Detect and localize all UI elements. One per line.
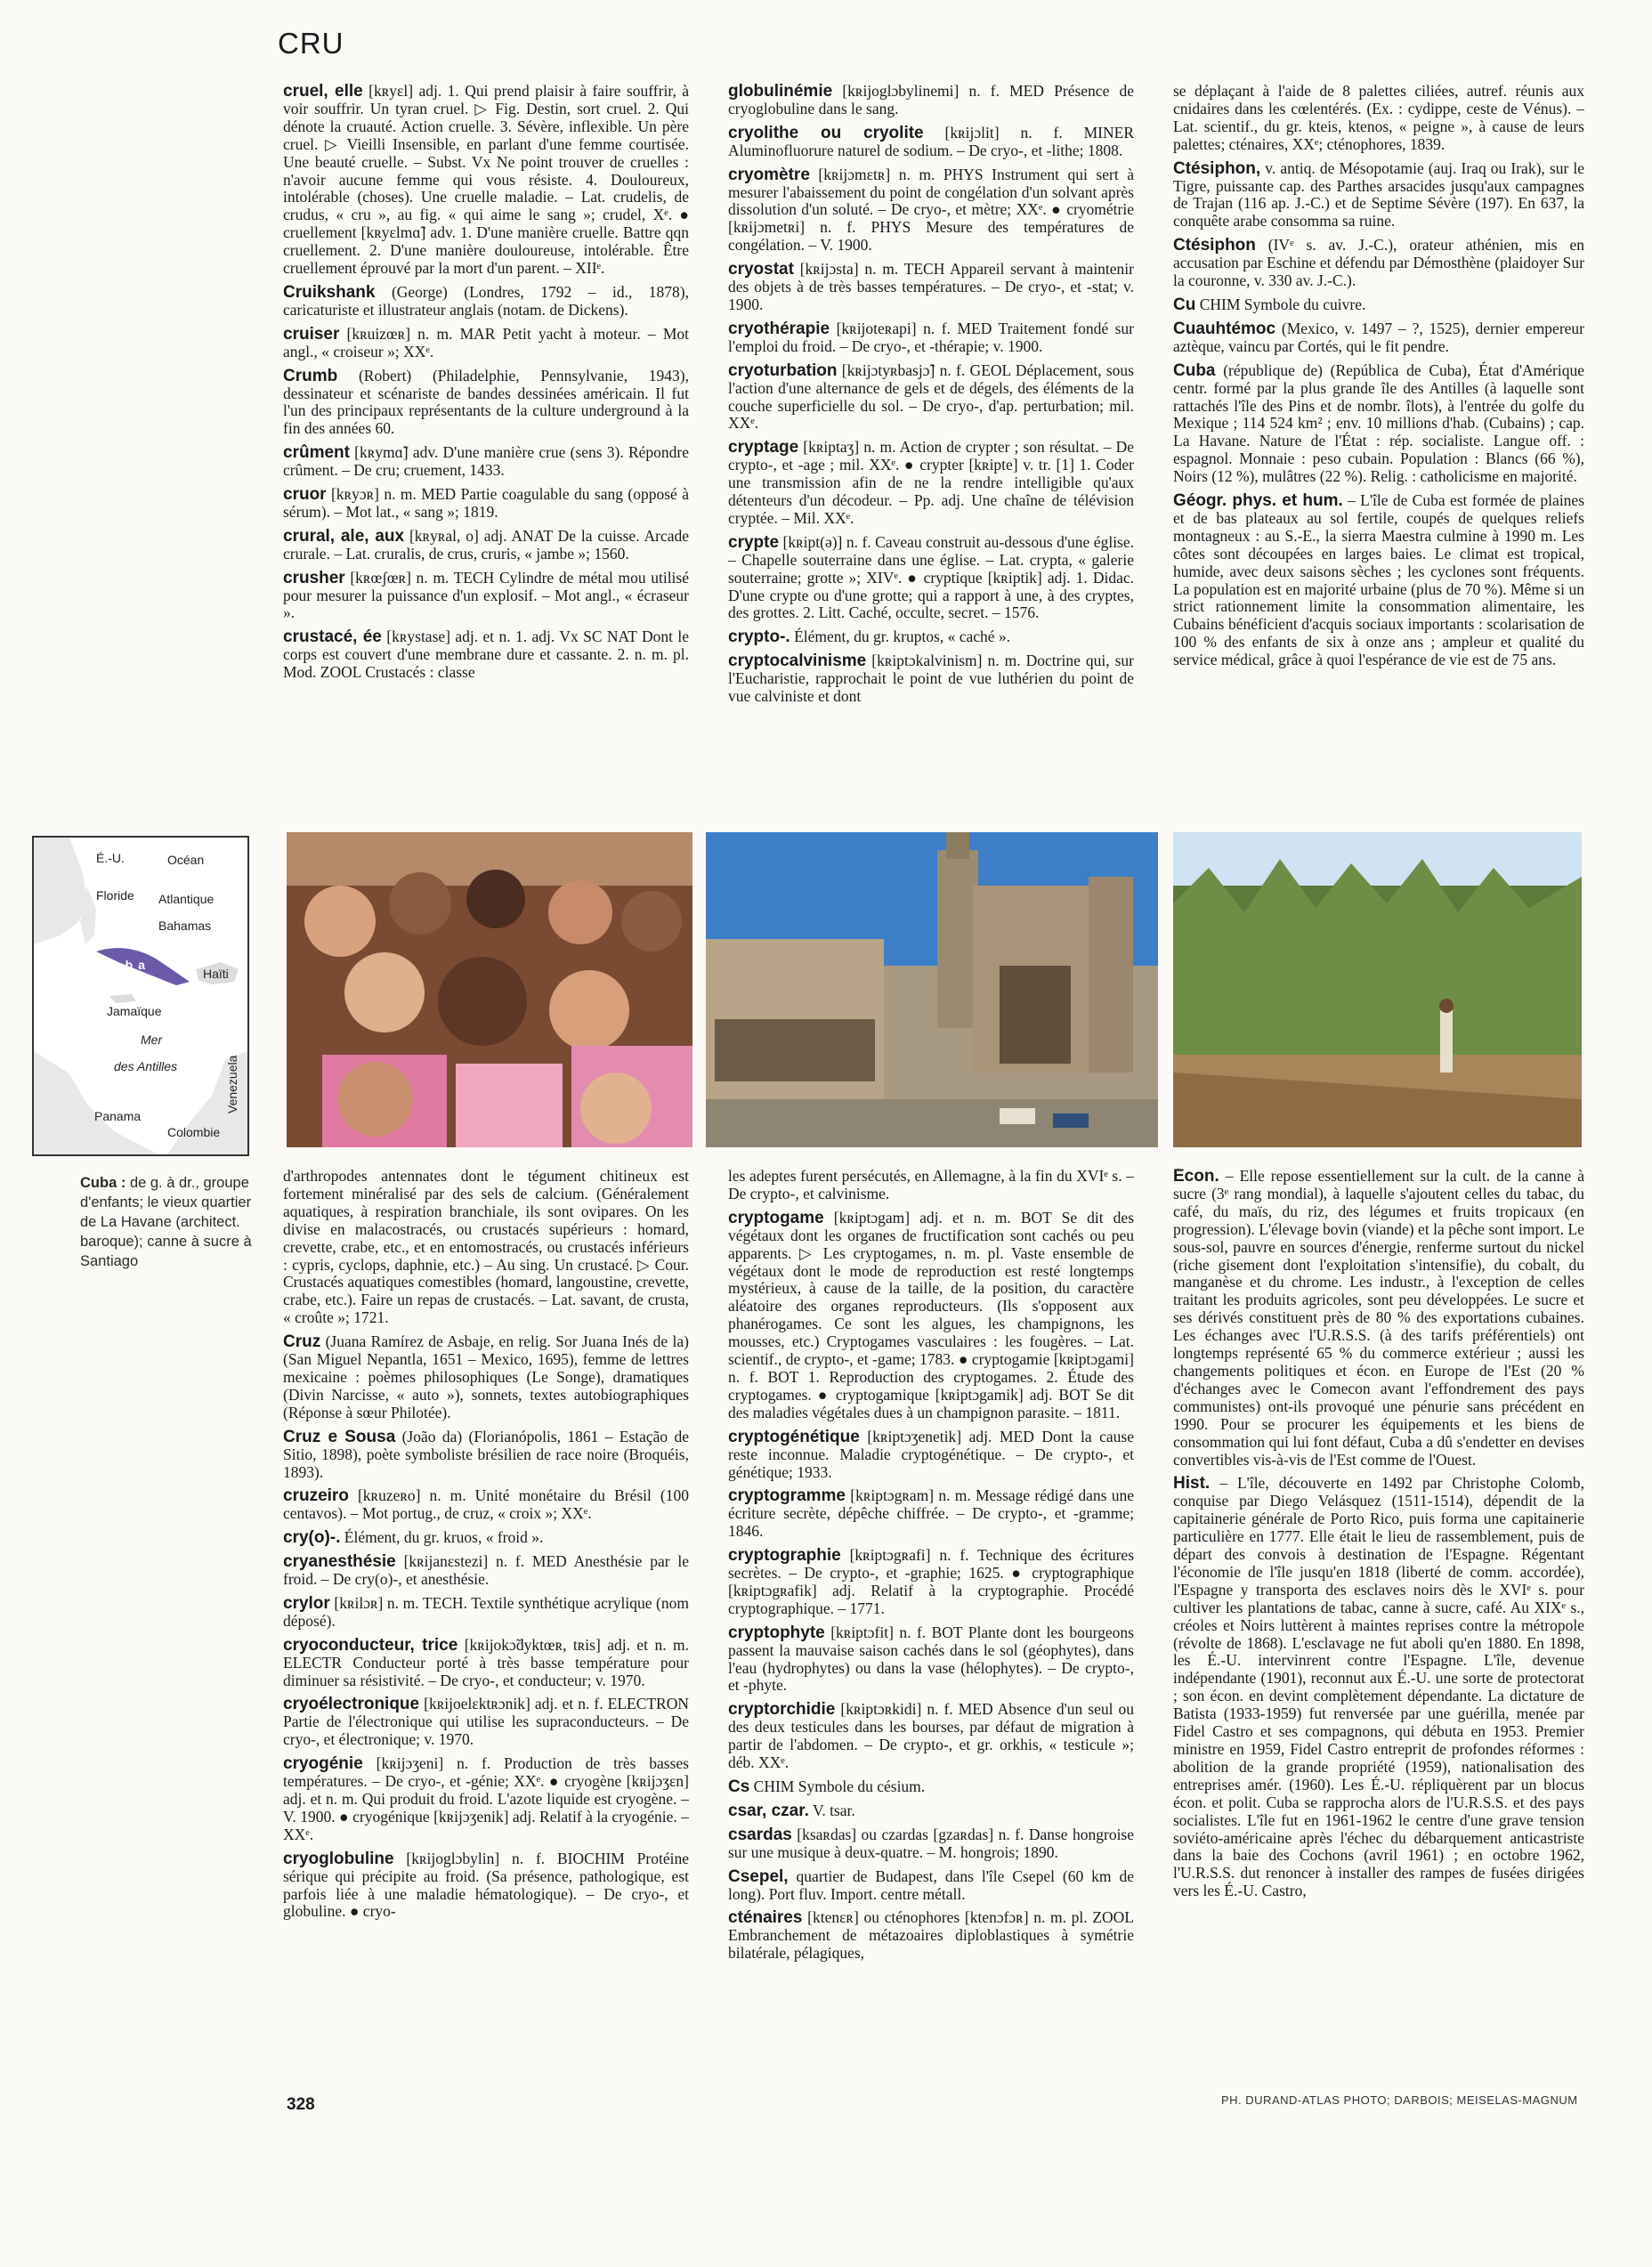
entry-text: (Mexico, v. 1497 – ?, 1525), dernier empereur aztèque, vaincu par Cortés, qui le fit pendre. [1173, 319, 1584, 355]
dictionary-entry [728, 1826, 1134, 1862]
dictionary-entry [283, 1850, 689, 1922]
dictionary-entry [283, 1333, 689, 1422]
dictionary-entry [728, 83, 1134, 118]
entry-headword: Écon. [1173, 1168, 1219, 1186]
caption-label: Cuba : [80, 1175, 126, 1191]
dictionary-entry [283, 1595, 689, 1631]
entry-text: v. antiq. de Mésopotamie (auj. Iraq ou Irak), sur le Tigre, puissante cap. des Parthes arsacides jusqu'aux campagnes de Trajan (116 ap. J.-C.) et de Septime Sévère (197). En 637, la conquête arabe consomma sa ruine. [1173, 158, 1584, 231]
entry-headword: cryptophyte [728, 1623, 825, 1642]
entry-text: [kʀijɔtyʀbasjɔ̃] n. f. GEOL Déplacement, sous l'action d'une alternance de gels et de dégels, des éléments de la couche superficielle du sol. – De cryo-, d'ap. perturbation; mil. XXᵉ. [728, 360, 1134, 433]
entry-headword: cruel, elle [283, 83, 363, 101]
dictionary-entry [728, 1778, 1134, 1796]
photo-caption [80, 1173, 258, 1271]
entry-text: [kʀiptɔfit] n. f. BOT Plante dont les bourgeons passent la mauvaise saison cachés dans le sol (géophytes), dans l'eau (hydrophytes) ou dans la vase (hélophytes). – De crypto-, et -phyte. [728, 1623, 1134, 1695]
entry-text: [kʀijɔsta] n. m. TECH Appareil servant à maintenir des objets à de très basses températures. – De cryo-, et -stat; v. 1900. [728, 260, 1134, 313]
dictionary-entry [283, 326, 689, 361]
entry-headword: cryomètre [728, 165, 810, 184]
entry-text: [kʀymɑ̃] adv. D'une manière crue (sens 3). Répondre crûment. – De cru; cruement, 1433. [283, 443, 689, 480]
entry-text: – L'île de Cuba est formée de plaines et de bas plateaux au sol fertile, coupés de quelques reliefs montagneux : au S.-E., la sierra Maestra culmine à 1990 m. Les côtes sont découpées en larges baies. Le climat est tropical, humide, avec deux saisons sèches ; les cyclones sont fréquents. La population est en majorité urbaine (plus de 70 %). Même si un strict rationnement limite la consommation alimentaire, les Cubains bénéficient d'acquis sociaux importants : scolarisation de 100 % des enfants de six à onze ans ; ampleur et qualité du service médical, grâce à quoi l'espérance de vie est de 75 ans. [1173, 491, 1584, 669]
entry-headword: cryptocalvinisme [728, 652, 867, 671]
entry-text: [kʀuzeʀo] n. m. Unité monétaire du Brésil (100 centavos). – Mot portug., de cruz, « croix »; XXᵉ. [283, 1486, 689, 1523]
map-label-antilles: des Antilles [114, 1059, 178, 1073]
entry-text: [ksaʀdas] ou czardas [gzaʀdas] n. f. Danse hongroise sur une musique à deux-quatre. – M. hongrois; 1890. [728, 1825, 1134, 1861]
dictionary-entry [728, 1802, 1134, 1820]
entry-headword: Crumb [283, 366, 338, 385]
dictionary-entry [728, 1547, 1134, 1618]
map-label-jamaique: Jamaïque [107, 1004, 162, 1018]
entry-text: [kʀijoelɛktʀɔnik] adj. et n. f. ELECTRON Partie de l'électronique qui utilise les supraconducteurs. – De cryo-, et électronique; v. 1970. [283, 1695, 689, 1749]
entry-text: [ktenɛʀ] ou cténophores [ktenɔfɔʀ] n. m. pl. ZOOL Embranchement de métazoaires diploblastiques à symétrie bilatérale, pélagiques, [728, 1908, 1134, 1963]
entry-headword: cryolithe ou cryolite [728, 123, 924, 142]
entry-text: [kʀiptɔʒenetik] adj. MED Dont la cause reste inconnue. Maladie cryptogénétique. – De crypto-, et génétique; 1933. [728, 1427, 1134, 1481]
entry-text: (George) (Londres, 1792 – id., 1878), caricaturiste et illustrateur anglais (notam. de Dickens). [283, 282, 689, 319]
map-label-panama: Panama [94, 1109, 142, 1123]
dictionary-entry [728, 1429, 1134, 1482]
map-label-cuba: Cuba [98, 958, 150, 972]
entry-headword: Cs [728, 1777, 750, 1796]
entry-headword: cryostat [728, 260, 794, 279]
entry-headword: Csepel, [728, 1866, 789, 1886]
entry-headword: crylor [283, 1593, 330, 1613]
entry-text: – L'île, découverte en 1492 par Christophe Colomb, conquise par Diego Velásquez (1511-1514), dépendit de la capitainerie générale de Porto Rico, puis forma une capitainerie particulière en 1777. Elle était le lieu de rassemblement, puis de départ des convois à destination de l'Espagne. Régentant l'économie de l'île jusqu'en 1818 (liberté de comm. accordée), l'Espagne y transporta des esclaves noirs dès le XVIᵉ s. pour cultiver les plantations de tabac, canne à sucre, café. Au XIXᵉ s., créoles et Noirs luttèrent à maintes reprises contre la métropole (révolte de 1868). L'esclavage ne fut aboli qu'en 1880. En 1898, les É.-U. intervinrent contre l'Espagne. L'île, devenue indépendante (1901), reconnut aux É.-U. une sorte de protectorat ; son écon. en devint complètement dépendante. La dictature de Batista (1933-1959) fut renversée par une guérilla, menée par Fidel Castro et ses compagnons, qui débuta en 1953. Premier ministre en 1959, Fidel Castro entreprit de profondes réformes : abolition de la grande propriété (1959), nationalisation des entreprises amér. (1960). Les É.-U. répliquèrent par un blocus écon. et polit. Cuba se rapprocha alors de l'U.R.S.S. et des pays socialistes. L'île fut en 1961-1962 le centre d'une grave tension soviéto-américaine après l'échec du débarquement anticastriste dans la baie des Cochons (avril 1961) ; en octobre 1962, l'U.R.S.S. dut renoncer à installer des rampes de fusées dirigées vers les É.-U. Castro, [1173, 1474, 1584, 1900]
map-label-mer: Mer [141, 1032, 163, 1047]
column-1-top [283, 83, 689, 829]
entry-text: [kʀilɔʀ] n. m. TECH. Textile synthétique acrylique (nom déposé). [283, 1593, 689, 1630]
entry-text: [kʀiptɔkalvinism] n. m. Doctrine qui, sur l'Eucharistie, rapprochait le point de vue luthérien du point de vue calviniste et dont [728, 652, 1134, 706]
dictionary-entry [1173, 160, 1584, 231]
entry-text: [kʀijɔlit] n. f. MINER Aluminofluorure naturel de sodium. – De cryo-, et -lithe; 1808. [728, 123, 1134, 159]
entry-headword: crypte [728, 532, 780, 552]
map-label-colombie: Colombie [167, 1125, 221, 1139]
column-1-bottom [283, 1168, 689, 2058]
dictionary-entry [728, 1487, 1134, 1541]
dictionary-entry [1173, 83, 1584, 154]
entry-text: (João da) (Florianópolis, 1861 – Estação de Sitio, 1898), poète symboliste brésilien de race noire (Broquéis, 1893). [283, 1427, 689, 1481]
entry-headword: Cruz e Sousa [283, 1427, 396, 1446]
entry-text: – Elle repose essentiellement sur la cult. de la canne à sucre (3ᵉ rang mondial), à laquelle s'ajoutent celles du tabac, du café, du maïs, du riz, des légumes et fruits tropicaux (en progression). L'élevage bovin (viande) et la pêche sont import. Le sous-sol, pauvre en sources d'énergie, renferme surtout du nickel (riche gisement dont l'exploitation s'intensifie), du cobalt, du manganèse et du chrome. Les industr., à l'exception de celles traitant les produits agricoles, sont peu développées. Le sucre et ses dérivés constituent près de 80 % des exportations cubaines. Les échanges avec l'U.R.S.S. (à des tarifs préférentiels) ont longtemps représenté 65 % du commerce extérieur ; aussi les changements politiques et écon. en Europe de l'Est (20 % d'échanges avec le Comecon avant l'effondrement des pays communistes) ont-ils provoqué une pénurie sans précédent en 1990. Pour se procurer les équipements et les biens de consommation qui lui font défaut, Cuba a dû s'endetter en devises convertibles vis-à-vis de l'Est comme de l'Ouest. [1173, 1168, 1584, 1469]
dictionary-entry [283, 368, 689, 439]
entry-headword: cry(o)-. [283, 1528, 341, 1548]
entry-text: [kʀijanɛstezi] n. f. MED Anesthésie par le froid. – De cry(o)-, et anesthésie. [283, 1552, 689, 1589]
dictionary-entry [283, 1553, 689, 1589]
entry-headword: Ctésiphon [1173, 236, 1256, 255]
column-2-bottom [728, 1168, 1134, 2058]
dictionary-entry [728, 1701, 1134, 1772]
entry-text: [kʀyʀal, o] adj. ANAT De la cuisse. Arcade crurale. – Lat. cruralis, de crus, cruris, « jambe »; 1560. [283, 526, 689, 563]
column-3-bottom [1173, 1168, 1584, 2058]
entry-text: (Juana Ramírez de Asbaje, en relig. Sor Juana Inés de la) (San Miguel Nepantla, 1651 – Mexico, 1695), femme de lettres mexicaine : poèmes philosophiques (Le Songe), dramatiques (Divin Narcisse, « auto »), sonnets, textes autobiographiques (Réponse à sœur Philotée). [283, 1332, 689, 1421]
map-label-bahamas: Bahamas [158, 919, 212, 933]
entry-headword: cryoélectronique [283, 1695, 420, 1714]
dictionary-entry [728, 628, 1134, 646]
entry-text: les adeptes furent persécutés, en Allemagne, à la fin du XVIᵉ s. – De crypto-, et calvinisme. [728, 1168, 1134, 1202]
entry-headword: csardas [728, 1825, 792, 1844]
caption-text: de g. à dr., groupe d'enfants; le vieux quartier de La Havane (architect. baroque); canne à sucre à Santiago [80, 1175, 252, 1269]
entry-text: Élément, du gr. kruos, « froid ». [344, 1528, 544, 1547]
dictionary-entry [283, 1487, 689, 1523]
dictionary-entry [1173, 237, 1584, 290]
entry-text: [kʀijoteʀapi] n. f. MED Traitement fondé sur l'emploi du froid. – De cryo-, et -thérapie; v. 1900. [728, 319, 1134, 355]
entry-headword: csar, czar. [728, 1801, 809, 1820]
entry-headword: globulinémie [728, 83, 833, 101]
entry-text: [kʀœʃœʀ] n. m. TECH Cylindre de métal mou utilisé pour mesurer la puissance d'un explosif. – Mot angl., « écraseur ». [283, 568, 689, 622]
entry-headword: cryanesthésie [283, 1552, 396, 1572]
dictionary-entry [283, 1168, 689, 1327]
page-number: 328 [287, 2095, 315, 2114]
entry-headword: crusher [283, 568, 345, 587]
entry-headword: cryoconducteur, trice [283, 1635, 458, 1655]
entry-headword: Cruikshank [283, 282, 376, 302]
entry-headword: Cu [1173, 295, 1196, 314]
entry-headword: cryptorchidie [728, 1700, 836, 1720]
dictionary-entry [283, 528, 689, 563]
dictionary-entry [728, 439, 1134, 528]
dictionary-entry [283, 83, 689, 278]
dictionary-entry [728, 1210, 1134, 1422]
dictionary-entry [1173, 296, 1584, 314]
entry-text: [kʀyɔʀ] n. m. MED Partie coagulable du sang (opposé à sérum). – Mot lat., « sang »; 1819. [283, 485, 689, 521]
entry-headword: cryptogénétique [728, 1427, 860, 1446]
entry-headword: cryoturbation [728, 360, 838, 380]
map-label-eu: É.-U. [96, 851, 125, 865]
entry-text: (IVᵉ s. av. J.-C.), orateur athénien, mis en accusation par Eschine et défendu par Démosthène (plaidoyer Sur la couronne, v. 330 av. J.-C.). [1173, 236, 1584, 290]
dictionary-entry [728, 1624, 1134, 1696]
entry-text: [kʀijoglɔbylinemi] n. f. MED Présence de cryoglobuline dans le sang. [728, 83, 1134, 117]
entry-text: [kʀijɔmɛtʀ] n. m. PHYS Instrument qui sert à mesurer l'abaissement du point de congélation d'un solvant après dissolution d'un soluté. – De cryo-, et mètre; XXᵉ. ● cryométrie [kʀijɔmetʀi] n. f. PHYS Mesure des températures de congélation. – V. 1900. [728, 165, 1134, 255]
photo-credit: PH. DURAND-ATLAS PHOTO; DARBOIS; MEISELAS-MAGNUM [1221, 2093, 1578, 2107]
column-3-top [1173, 83, 1584, 829]
map-label-haiti: Haïti [203, 967, 229, 981]
dictionary-entry [728, 1168, 1134, 1203]
entry-text: [kʀyɛl] adj. 1. Qui prend plaisir à faire souffrir, à voir souffrir. Un tyran cruel. ▷ Fig. Destin, sort cruel. 2. Qui dénote la cruauté. Action cruelle. 3. Sévère, inflexible. Un père cruel. ▷ Vieilli Insensible, en parlant d'une femme courtisée. Une beauté cruelle. – Subst. Vx Ne point trouver de cruelles : n'avoir aucune femme qui vous résiste. 4. Douloureux, intolérable (choses). Une cruelle maladie. – Lat. crudelis, de crudus, « cru », au fig. « qui aime le sang »; crudel, Xᵉ. ● cruellement [kʀyɛlmɑ̃] adv. 1. D'une manière cruelle. Battre qqn cruellement. 2. D'une manière douloureuse, intolérable. Être cruellement éprouvé par la mort d'un parent. – XIIᵉ. [283, 83, 689, 278]
entry-headword: Hist. [1173, 1474, 1211, 1494]
sugarcane-photo [1173, 832, 1582, 1147]
dictionary-entry [728, 652, 1134, 706]
entry-text: [kʀijoglɔbylin] n. f. BIOCHIM Protéine sérique qui précipite au froid. (Sa présence, pathologique, est parfois liée à une maladie hématologique). – De cryo-, et globuline. ● cryo- [283, 1849, 689, 1921]
entry-headword: cryoglobuline [283, 1849, 394, 1868]
entry-headword: cruiser [283, 324, 340, 344]
dictionary-entry [283, 1529, 689, 1547]
dictionary-entry [728, 125, 1134, 160]
entry-text: V. tsar. [812, 1801, 855, 1819]
entry-headword: Cuauhtémoc [1173, 319, 1276, 338]
entry-headword: cténaires [728, 1908, 803, 1928]
entry-text: [kʀijokɔ̃dyktœʀ, tʀis] adj. et n. m. ELECTR Conducteur porté à très basse température pour diminuer sa résistivité. – De cryo-, et conducteur; v. 1970. [283, 1635, 689, 1689]
children-photo [287, 832, 692, 1147]
entry-headword: cryptogramme [728, 1486, 846, 1506]
entry-headword: Cruz [283, 1332, 321, 1352]
dictionary-entry [728, 166, 1134, 255]
entry-headword: cryogénie [283, 1754, 363, 1774]
havana-cathedral-photo [706, 832, 1158, 1147]
entry-text: [kʀipt(ə)] n. f. Caveau construit au-dessous d'une église. – Chapelle souterraine dans une église. – Lat. crypta, « galerie souterraine; grotte »; XIVᵉ. ● cryptique [kʀiptik] adj. 1. Didac. D'une crypte ou d'une grotte; qui a rapport à une, à des cryptes, des grottes. 2. Litt. Caché, occulte, secret. – 1576. [728, 532, 1134, 622]
dictionary-entry [728, 1868, 1134, 1904]
entry-headword: cryothérapie [728, 319, 830, 338]
entry-headword: cruor [283, 485, 327, 505]
entry-headword: Géogr. phys. et hum. [1173, 491, 1343, 511]
entry-text: (Robert) (Philadelphie, Pennsylvanie, 1943), dessinateur et scénariste de bandes dessinées américain. Il fut l'un des principaux représentants de la culture underground à la fin des années 60. [283, 366, 689, 438]
entry-headword: cryptographie [728, 1546, 841, 1566]
entry-text: [kʀiptɔgam] adj. et n. m. BOT Se dit des végétaux dont les organes de fructification sont cachés ou peu apparents. ▷ Les cryptogames, n. m. pl. Vaste ensemble de végétaux dont le mode de reproduction est resté longtemps mystérieux, à cause de la taille, de la position, du caractère aléatoire des organes reproducteurs. (Ils s'opposent aux phanérogames. Ce sont les algues, les champignons, les mousses, etc.) Cryptogames vasculaires : les fougères. – Lat. scientif., de crypto-, et -game; 1783. ● cryptogamie [kʀiptɔgami] n. f. BOT 1. Reproduction des cryptogames. 2. Étude des cryptogames. ● cryptogamique [kʀiptɔgamik] adj. BOT Se dit des maladies végétales dues à un champignon parasite. – 1811. [728, 1208, 1134, 1421]
dictionary-entry [1173, 320, 1584, 356]
entry-text: [kʀiptɔgʀafi] n. f. Technique des écritures secrètes. – De crypto-, et -graphie; 1625. ● cryptographique [kʀiptɔgʀafik] adj. Relatif à la cryptographie. Procédé cryptographique. – 1771. [728, 1546, 1134, 1617]
map-label-ocean: Océan [167, 853, 205, 867]
entry-text: [kʀiptɔgʀam] n. m. Message rédigé dans une écriture secrète, dépêche chiffrée. – De crypto-, et -gramme; 1846. [728, 1486, 1134, 1541]
entry-headword: crustacé, ée [283, 627, 382, 647]
entry-text: d'arthropodes antennates dont le tégument chitineux est fortement minéralisé par des sels de calcium. (Généralement aquatiques, à respiration branchiale, ils sont ovipares. On les divise en malacostracés, ou crustacés supérieurs : homard, crevette, crabe, etc., et en entomostracés, ou crustacés inférieurs : cypris, cyclops, daphnie, etc.) – Au sing. Un crustacé. ▷ Cour. Crustacés aquatiques comestibles (homard, langoustine, crevette, crabe, etc.). Faire un repas de crustacés. – Lat. savant, de crusta, « croûte »; 1721. [283, 1168, 689, 1327]
dictionary-entry [283, 486, 689, 522]
entry-text: Élément, du gr. kruptos, « caché ». [794, 627, 1011, 646]
cuba-map [32, 836, 249, 1156]
dictionary-entry [283, 1696, 689, 1749]
map-label-floride: Floride [96, 888, 134, 903]
entry-text: [kʀijɔʒeni] n. f. Production de très basses températures. – De cryo-, et -génie; XXᵉ. ● cryogène [kʀijɔʒɛn] adj. et n. m. Qui produit du froid. L'azote liquide est cryogène. – V. 1900. ● cryogénique [kʀijɔʒenik] adj. Relatif à la cryogénie. – XXᵉ. [283, 1754, 689, 1843]
entry-headword: crûment [283, 443, 350, 463]
entry-headword: Cuba [1173, 360, 1216, 380]
page-header: CRU [278, 27, 344, 60]
column-2-top [728, 83, 1134, 829]
entry-text: (république de) (República de Cuba), État d'Amérique centr. formé par la plus grande île des Antilles (à laquelle sont rattachés l'île des Pins et de nombr. îlots), à l'entrée du golfe du Mexique ; 114 524 km² ; env. 10 millions d'hab. (Cubains) ; cap. La Havane. Nature de l'État : rép. socialiste. Langue off. : espagnol. Monnaie : peso cubain. Population : Blancs (66 %), Noirs (12 %), mulâtres (22 %). Relig. : catholicisme en majorité. [1173, 360, 1584, 486]
dictionary-entry [1173, 362, 1584, 486]
dictionary-entry [283, 444, 689, 480]
entry-text: [kʀiptɔʀkidi] n. f. MED Absence d'un seul ou des deux testicules dans les bourses, par défaut de migration à partir de l'abdomen. – De crypto-, et gr. orkhis, « testicule »; déb. XXᵉ. [728, 1700, 1134, 1772]
dictionary-entry [728, 261, 1134, 314]
entry-headword: cruzeiro [283, 1486, 349, 1506]
dictionary-entry [1173, 492, 1584, 669]
entry-headword: crural, ale, aux [283, 526, 405, 546]
entry-text: [kʀuizœʀ] n. m. MAR Petit yacht à moteur. – Mot angl., « croiseur »; XXᵉ. [283, 324, 689, 360]
entry-headword: cryptage [728, 438, 799, 457]
dictionary-entry [283, 1429, 689, 1482]
dictionary-entry [283, 1637, 689, 1690]
dictionary-entry [283, 628, 689, 682]
dictionary-entry [728, 320, 1134, 356]
entry-text: CHIM Symbole du cuivre. [1199, 295, 1366, 313]
dictionary-entry [1173, 1475, 1584, 1900]
dictionary-entry [728, 534, 1134, 623]
entry-text: [kʀystase] adj. et n. 1. adj. Vx SC NAT Dont le corps est couvert d'une membrane dure et cassante. 2. n. m. pl. Mod. ZOOL Crustacés : classe [283, 627, 689, 682]
entry-text: se déplaçant à l'aide de 8 palettes ciliées, autref. réunis aux cnidaires dans les cœlentérés. (Ex. : cydippe, ceste de Vénus). – Lat. scientif., du gr. kteis, ktenos, « peigne », à cause de leurs palettes; cténaires, XXᵉ; cténophores, 1839. [1173, 83, 1584, 153]
entry-text: quartier de Budapest, dans l'île Csepel (60 km de long). Port fluv. Import. centre métall. [728, 1866, 1134, 1903]
entry-headword: cryptogame [728, 1208, 824, 1227]
entry-headword: Ctésiphon, [1173, 158, 1261, 178]
map-label-atlantique: Atlantique [158, 892, 215, 906]
dictionary-entry [283, 284, 689, 320]
entry-text: CHIM Symbole du césium. [753, 1777, 926, 1795]
entry-text: [kʀiptaʒ] n. m. Action de crypter ; son résultat. – De crypto-, et -age ; mil. XXᵉ. ● crypter [kʀipte] v. tr. [1] 1. Coder une transmission afin de ne la rendre intelligible qu'aux détenteurs d'un décodeur. – Pp. adj. Une chaîne de télévision cryptée. – Mil. XXᵉ. [728, 438, 1134, 527]
map-label-venezuela: Venezuela [225, 1055, 239, 1113]
entry-headword: crypto-. [728, 627, 790, 647]
dictionary-entry [1173, 1168, 1584, 1469]
dictionary-entry [283, 1755, 689, 1844]
dictionary-entry [728, 362, 1134, 433]
dictionary-entry [283, 570, 689, 623]
dictionary-entry [728, 1909, 1134, 1963]
